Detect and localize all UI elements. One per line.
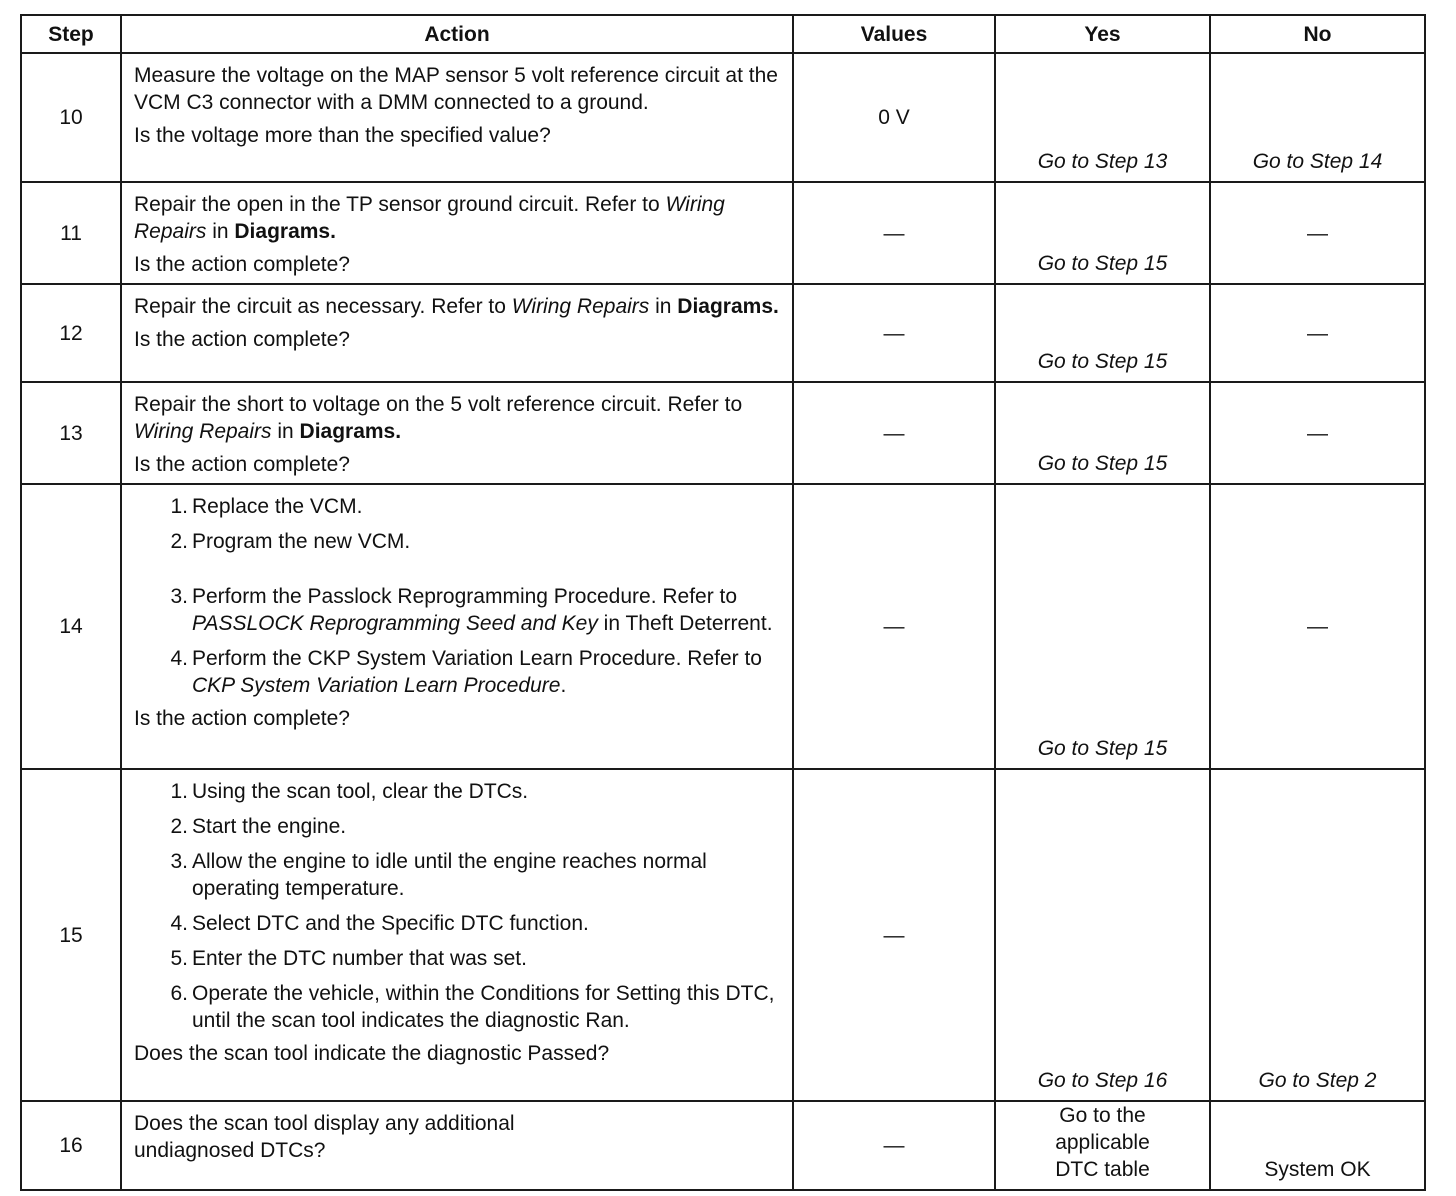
action-question: Is the action complete?: [134, 253, 350, 276]
item-number: 6.: [170, 982, 188, 1005]
item-text: Replace the VCM.: [192, 495, 363, 518]
action-cell: [121, 382, 793, 484]
step-number: 11: [21, 182, 121, 284]
list-item: [134, 848, 782, 902]
value-cell: —: [793, 1101, 995, 1190]
action-text: [134, 293, 782, 320]
value-cell: —: [793, 382, 995, 484]
table-row: [21, 769, 1425, 1101]
action-text: Does the scan tool display any additional undiagnosed DTCs?: [134, 1112, 515, 1162]
no-cell: —: [1210, 484, 1425, 769]
action-text: [134, 191, 782, 245]
action-cell: [121, 484, 793, 769]
item-text: Start the engine.: [192, 815, 347, 838]
list-item: [134, 945, 782, 972]
list-item: [134, 528, 782, 555]
action-text-mid: in: [206, 220, 235, 243]
item-number: 1.: [170, 780, 188, 803]
wiring-repairs-ref: Wiring Repairs: [511, 295, 650, 318]
procedure-list: [134, 778, 782, 1034]
item-number: 2.: [170, 530, 188, 553]
action-text-mid: in: [271, 420, 300, 443]
yes-cell: Go to Step 15: [995, 484, 1210, 769]
yes-cell: Go to the applicable DTC table: [995, 1101, 1210, 1190]
yes-cell: Go to Step 15: [995, 382, 1210, 484]
value-cell: —: [793, 182, 995, 284]
diagrams-ref: Diagrams.: [677, 295, 779, 318]
item-text: Program the new VCM.: [192, 530, 411, 553]
item-text-post: in Theft Deterrent.: [597, 612, 773, 635]
action-text-pre: Repair the open in the TP sensor ground circuit. Refer to: [134, 193, 666, 216]
item-text: Allow the engine to idle until the engine reaches normal operating temperature.: [192, 850, 707, 900]
item-text-pre: Perform the Passlock Reprogramming Procedure. Refer to: [192, 585, 738, 608]
no-cell: —: [1210, 382, 1425, 484]
header-values: Values: [793, 15, 995, 53]
list-item: [134, 583, 782, 637]
item-number: 2.: [170, 815, 188, 838]
yes-cell: Go to Step 15: [995, 284, 1210, 382]
item-number: 1.: [170, 495, 188, 518]
list-item: [134, 813, 782, 840]
no-cell: Go to Step 2: [1210, 769, 1425, 1101]
action-cell: [121, 53, 793, 182]
item-text: Select DTC and the Specific DTC function.: [192, 912, 589, 935]
wiring-repairs-ref: Wiring Repairs: [134, 420, 272, 443]
list-item: [134, 778, 782, 805]
item-text: [192, 645, 782, 699]
header-action: Action: [121, 15, 793, 53]
list-item: [134, 980, 782, 1034]
value-cell: 0 V: [793, 53, 995, 182]
diagnostic-document: [20, 14, 1426, 1191]
step-number: 10: [21, 53, 121, 182]
action-text-mid: in: [649, 295, 678, 318]
action-question: Does the scan tool indicate the diagnostic Passed?: [134, 1042, 610, 1065]
yes-cell: Go to Step 16: [995, 769, 1210, 1101]
table-row: [21, 53, 1425, 182]
diagrams-ref: Diagrams.: [299, 420, 402, 443]
no-cell: Go to Step 14: [1210, 53, 1425, 182]
wiring-repairs-ref: Wiring Repairs: [134, 193, 725, 243]
step-number: 16: [21, 1101, 121, 1190]
value-cell: —: [793, 484, 995, 769]
action-cell: [121, 769, 793, 1101]
no-cell: —: [1210, 182, 1425, 284]
action-text: Measure the voltage on the MAP sensor 5 volt reference circuit at the VCM C3 connector with a DMM connected to a ground.: [134, 64, 778, 114]
value-cell: —: [793, 769, 995, 1101]
action-text-pre: Repair the short to voltage on the 5 volt reference circuit. Refer to: [134, 393, 743, 416]
yes-cell: Go to Step 13: [995, 53, 1210, 182]
step-number: 13: [21, 382, 121, 484]
diagnostic-table: [20, 14, 1426, 1191]
action-question: Is the action complete?: [134, 328, 350, 351]
header-yes: Yes: [995, 15, 1210, 53]
item-number: 4.: [170, 912, 188, 935]
item-number: 4.: [170, 647, 188, 670]
action-question: Is the action complete?: [134, 707, 350, 730]
step-number: 14: [21, 484, 121, 769]
action-cell: [121, 1101, 793, 1190]
action-question: Is the action complete?: [134, 453, 350, 476]
no-cell: System OK: [1210, 1101, 1425, 1190]
diagrams-ref: Diagrams.: [234, 220, 336, 243]
item-text: Enter the DTC number that was set.: [192, 947, 527, 970]
procedure-list: [134, 493, 782, 699]
item-text: Using the scan tool, clear the DTCs.: [192, 780, 529, 803]
table-row: [21, 284, 1425, 382]
header-step: Step: [21, 15, 121, 53]
list-item: [134, 910, 782, 937]
action-question: Is the voltage more than the specified value?: [134, 124, 551, 147]
step-number: 15: [21, 769, 121, 1101]
item-number: 3.: [170, 585, 188, 608]
table-row: [21, 182, 1425, 284]
table-row: [21, 484, 1425, 769]
header-no: No: [1210, 15, 1425, 53]
ckp-procedure-ref: CKP System Variation Learn Procedure: [192, 674, 561, 697]
header-row: [21, 15, 1425, 53]
no-cell: —: [1210, 284, 1425, 382]
action-cell: [121, 182, 793, 284]
item-text: [192, 583, 782, 637]
item-text: Operate the vehicle, within the Conditions for Setting this DTC, until the scan tool indicates the diagnostic Ran.: [192, 982, 775, 1032]
list-item: [134, 493, 782, 520]
yes-cell: Go to Step 15: [995, 182, 1210, 284]
table-row: [21, 1101, 1425, 1190]
item-text-pre: Perform the CKP System Variation Learn Procedure. Refer to: [192, 647, 762, 670]
action-text-pre: Repair the circuit as necessary. Refer to: [134, 295, 512, 318]
action-text: [134, 391, 782, 445]
action-cell: [121, 284, 793, 382]
step-number: 12: [21, 284, 121, 382]
item-number: 5.: [170, 947, 188, 970]
item-text-post: .: [560, 674, 567, 697]
value-cell: —: [793, 284, 995, 382]
passlock-procedure-ref: PASSLOCK Reprogramming Seed and Key: [192, 612, 598, 635]
item-number: 3.: [170, 850, 188, 873]
list-item: [134, 645, 782, 699]
table-row: [21, 382, 1425, 484]
